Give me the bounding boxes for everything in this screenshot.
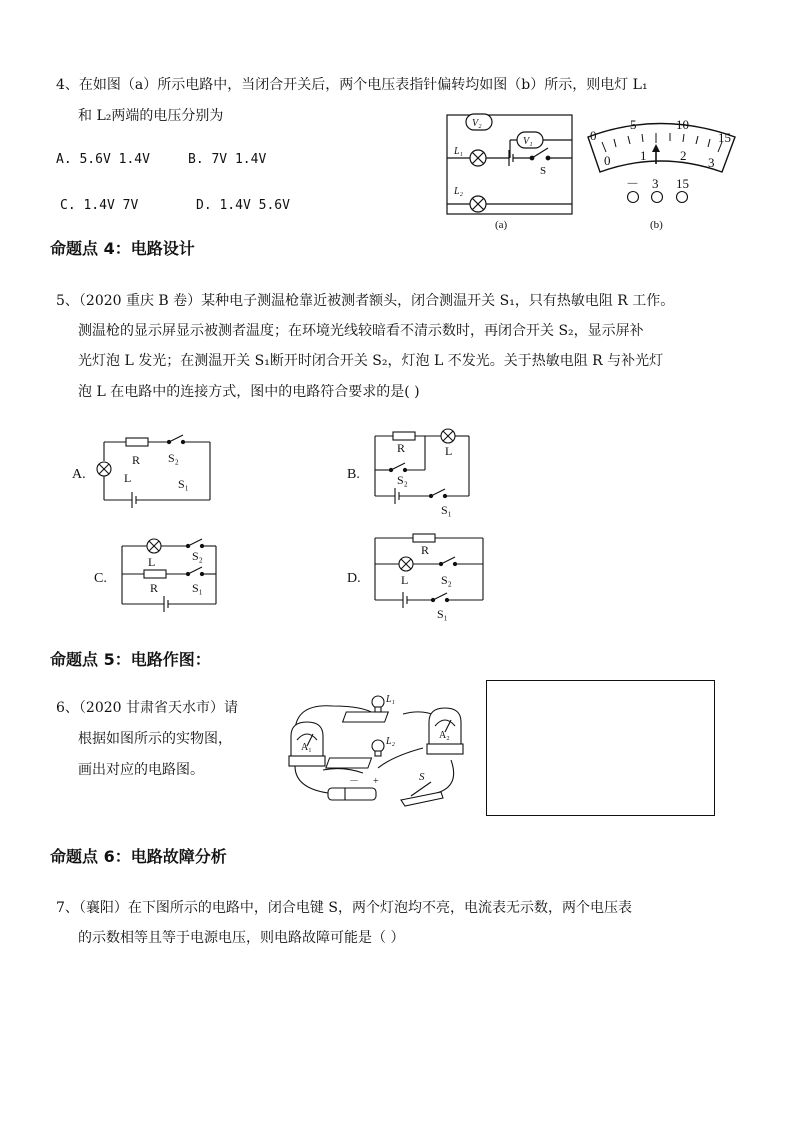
q6-switch: S (419, 771, 425, 783)
q6-l1: L₁ (386, 694, 396, 705)
q6-line2: 根据如图所示的实物图， (78, 731, 232, 747)
terminal-15: 15 (676, 176, 689, 191)
q5d-s1: S₁ (437, 607, 448, 621)
q5a-label: A. (72, 467, 86, 482)
q5-line3: 光灯泡 L 发光；在测温开关 S₁断开时闭合开关 S₂，灯泡 L 不发光。关于热敏电阻 R 与补光灯 (78, 353, 664, 369)
q5a-s2: S₂ (168, 451, 179, 465)
q6-plus: + (373, 776, 379, 787)
figure-b-caption: (b) (650, 219, 663, 231)
q5-option-b-circuit (345, 428, 475, 518)
q4-option-d: D. 1.4V 5.6V (196, 198, 290, 213)
q4-option-b: B. 7V 1.4V (188, 152, 267, 167)
dial-bottom-2: 2 (680, 148, 687, 163)
heading-6: 命题点 6：电路故障分析 (50, 847, 227, 866)
q5-line2: 测温枪的显示屏显示被测者温度；在环境光线较暗看不清示数时，再闭合开关 S₂，显示屏补 (78, 323, 644, 339)
q5d-l: L (401, 573, 409, 587)
q5a-r: R (132, 453, 141, 467)
q5-option-d-circuit (345, 532, 490, 622)
dial-top-10: 10 (676, 117, 689, 132)
q5c-s2: S₂ (192, 549, 203, 563)
dial-top-5: 5 (630, 117, 637, 132)
dial-bottom-0: 0 (604, 153, 611, 168)
terminal-3: 3 (652, 176, 659, 191)
q5d-r: R (421, 543, 430, 557)
q5c-s1: S₁ (192, 581, 203, 595)
switch-label: S (540, 165, 547, 177)
q4-line1: 4、在如图（a）所示电路中，当闭合开关后，两个电压表指针偏转均如图（b）所示，则电灯 L₁ (56, 77, 648, 93)
q5a-s1: S₁ (178, 477, 189, 491)
heading-4: 命题点 4：电路设计 (50, 239, 195, 258)
q5b-s2: S₂ (397, 473, 408, 487)
l2-label: L₂ (454, 186, 464, 197)
q5-option-c-circuit (92, 532, 222, 612)
q6-line1: 6、（2020 甘肃省天水市）请 (56, 700, 238, 716)
q6-minus: － (349, 776, 359, 787)
dial-top-0: 0 (590, 128, 597, 143)
q4-option-a: A. 5.6V 1.4V (56, 152, 150, 167)
q5a-l: L (124, 471, 132, 485)
q7-line1: 7、（襄阳）在下图所示的电路中，闭合电键 S，两个灯泡均不亮，电流表无示数，两个电压表 (56, 900, 632, 916)
q7-line2: 的示数相等且等于电源电压，则电路故障可能是（ ） (78, 930, 405, 946)
heading-5: 命题点 5：电路作图： (50, 650, 211, 669)
dial-bottom-3: 3 (708, 155, 715, 170)
q5c-l: L (148, 555, 156, 569)
q6-a1: A₁ (301, 742, 312, 753)
q4-figure-b-dial (580, 112, 745, 237)
q5-line1: 5、（2020 重庆 B 卷）某种电子测温枪靠近被测者额头，闭合测温开关 S₁，只有热敏电阻 R 工作。 (56, 293, 675, 309)
q6-line3: 画出对应的电路图。 (78, 762, 204, 778)
q6-answer-box[interactable] (486, 680, 715, 816)
dial-top-15: 15 (718, 130, 731, 145)
q5b-label: B. (347, 467, 360, 482)
q6-l2: L₂ (386, 736, 396, 747)
q5b-s1: S₁ (441, 503, 452, 517)
v1-label: V₁ (523, 136, 533, 147)
q5-option-a-circuit (70, 430, 220, 515)
q4-line2: 和 L₂两端的电压分别为 (78, 108, 224, 124)
q5c-r: R (150, 581, 159, 595)
q5c-label: C. (94, 571, 107, 586)
q4-figure-a-circuit (440, 110, 575, 235)
terminal-minus: － (626, 176, 640, 191)
q5d-label: D. (347, 571, 361, 586)
v2-label: V₂ (472, 118, 482, 129)
q5d-s2: S₂ (441, 573, 452, 587)
q5b-l: L (445, 444, 453, 458)
q4-option-c: C. 1.4V 7V (60, 198, 139, 213)
q5b-r: R (397, 441, 406, 455)
q6-a2: A₂ (439, 730, 450, 741)
figure-a-caption: (a) (495, 219, 508, 231)
dial-bottom-1: 1 (640, 148, 647, 163)
q5-line4: 泡 L 在电路中的连接方式，图中的电路符合要求的是( ) (78, 384, 420, 400)
l1-label: L₁ (454, 146, 464, 157)
q6-physical-circuit-figure (283, 688, 473, 808)
